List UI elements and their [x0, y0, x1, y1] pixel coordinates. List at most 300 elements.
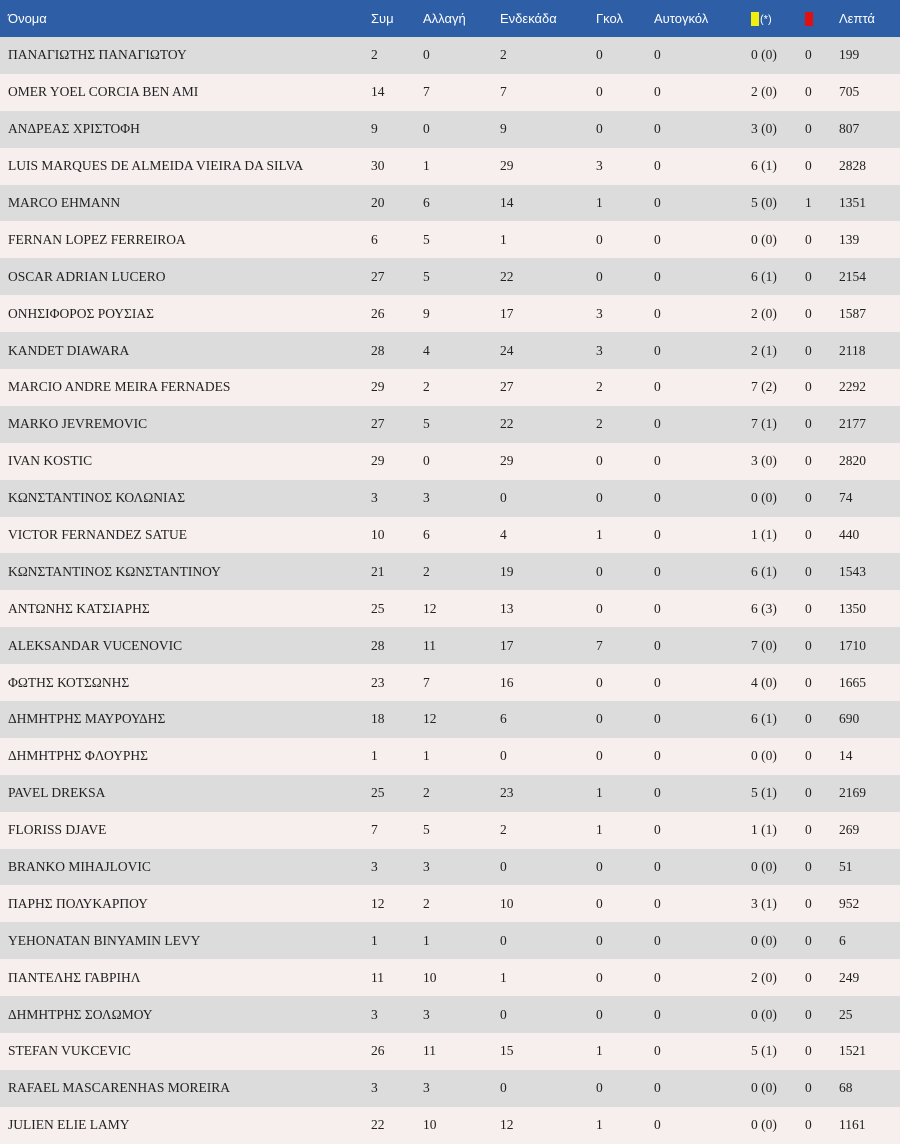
- cell-goals: 7: [596, 637, 603, 653]
- cell-own-goals: 0: [654, 527, 661, 543]
- cell-red-cards: 0: [805, 416, 812, 432]
- col-header-appearances[interactable]: Συμ: [371, 11, 394, 26]
- table-row: [0, 849, 900, 886]
- cell-goals: 3: [596, 158, 603, 174]
- cell-name[interactable]: ΟΝΗΣΙΦΟΡΟΣ ΡΟΥΣΙΑΣ: [8, 305, 155, 321]
- cell-name[interactable]: OSCAR ADRIAN LUCERO: [8, 268, 166, 284]
- cell-name[interactable]: YEHONATAN BINYAMIN LEVY: [8, 932, 201, 948]
- cell-lineup: 0: [500, 1006, 507, 1022]
- cell-appearances: 20: [371, 195, 385, 210]
- cell-red-cards: 1: [805, 195, 812, 210]
- cell-yellow-cards: 0 (0): [751, 490, 777, 506]
- cell-red-cards: 0: [805, 1117, 812, 1133]
- cell-sub: 7: [423, 674, 430, 690]
- cell-minutes: 705: [839, 84, 860, 100]
- cell-appearances: 27: [371, 268, 385, 284]
- cell-own-goals: 0: [654, 1006, 661, 1022]
- table-row: [0, 553, 900, 590]
- cell-own-goals: 0: [654, 1043, 661, 1059]
- cell-name[interactable]: STEFAN VUKCEVIC: [8, 1043, 131, 1059]
- cell-appearances: 18: [371, 711, 385, 727]
- cell-goals: 1: [596, 195, 603, 210]
- cell-appearances: 1: [371, 932, 378, 948]
- cell-name[interactable]: FLORISS DJAVE: [8, 822, 107, 838]
- cell-sub: 2: [423, 563, 430, 579]
- table-row: [0, 369, 900, 406]
- cell-appearances: 6: [371, 231, 378, 247]
- table-row: [0, 812, 900, 849]
- cell-sub: 11: [423, 1043, 436, 1059]
- cell-sub: 5: [423, 231, 430, 247]
- cell-yellow-cards: 0 (0): [751, 932, 777, 948]
- cell-minutes: 139: [839, 231, 860, 247]
- cell-goals: 0: [596, 121, 603, 137]
- cell-appearances: 28: [371, 637, 385, 653]
- table-row: [0, 664, 900, 701]
- cell-yellow-cards: 0 (0): [751, 748, 777, 764]
- cell-goals: 0: [596, 231, 603, 247]
- cell-appearances: 26: [371, 305, 385, 321]
- cell-appearances: 30: [371, 158, 385, 174]
- cell-own-goals: 0: [654, 1117, 661, 1133]
- cell-goals: 0: [596, 268, 603, 284]
- cell-yellow-cards: 3 (0): [751, 453, 777, 469]
- cell-sub: 3: [423, 1006, 430, 1022]
- cell-lineup: 0: [500, 1080, 507, 1096]
- cell-minutes: 2154: [839, 268, 866, 284]
- cell-own-goals: 0: [654, 490, 661, 506]
- cell-name[interactable]: ΑΝΔΡΕΑΣ ΧΡΙΣΤΟΦΗ: [8, 121, 140, 137]
- cell-name[interactable]: IVAN KOSTIC: [8, 453, 93, 469]
- cell-minutes: 1710: [839, 637, 866, 653]
- cell-minutes: 1587: [839, 305, 866, 321]
- cell-lineup: 9: [500, 121, 507, 137]
- cell-minutes: 1161: [839, 1117, 866, 1133]
- cell-minutes: 14: [839, 748, 853, 764]
- cell-red-cards: 0: [805, 674, 812, 690]
- cell-own-goals: 0: [654, 822, 661, 838]
- cell-goals: 0: [596, 711, 603, 727]
- cell-name[interactable]: ΠΑΝΑΓΙΩΤΗΣ ΠΑΝΑΓΙΩΤΟΥ: [8, 47, 187, 63]
- cell-lineup: 12: [500, 1117, 514, 1133]
- table-row: [0, 996, 900, 1033]
- col-header-sub[interactable]: Αλλαγή: [423, 11, 466, 26]
- cell-own-goals: 0: [654, 932, 661, 948]
- cell-minutes: 2292: [839, 379, 866, 395]
- table-row: [0, 1107, 900, 1144]
- cell-lineup: 17: [500, 637, 514, 653]
- cell-sub: 7: [423, 84, 430, 100]
- yellow-card-icon: [751, 12, 759, 26]
- cell-yellow-cards: 0 (0): [751, 859, 777, 875]
- col-header-goals[interactable]: Γκολ: [596, 11, 623, 26]
- cell-appearances: 7: [371, 822, 378, 838]
- cell-minutes: 690: [839, 711, 860, 727]
- cell-own-goals: 0: [654, 195, 661, 210]
- cell-name[interactable]: LUIS MARQUES DE ALMEIDA VIEIRA DA SILVA: [8, 158, 304, 174]
- cell-red-cards: 0: [805, 822, 812, 838]
- cell-red-cards: 0: [805, 379, 812, 395]
- cell-sub: 0: [423, 121, 430, 137]
- table-row: [0, 922, 900, 959]
- cell-red-cards: 0: [805, 711, 812, 727]
- table-row: [0, 406, 900, 443]
- table-header: [0, 0, 900, 37]
- cell-name[interactable]: ALEKSANDAR VUCENOVIC: [8, 637, 183, 653]
- table-row: [0, 480, 900, 517]
- cell-yellow-cards: 3 (0): [751, 121, 777, 137]
- table-row: [0, 148, 900, 185]
- cell-yellow-cards: 1 (1): [751, 822, 777, 838]
- cell-red-cards: 0: [805, 1006, 812, 1022]
- cell-own-goals: 0: [654, 969, 661, 985]
- cell-own-goals: 0: [654, 121, 661, 137]
- cell-own-goals: 0: [654, 748, 661, 764]
- cell-own-goals: 0: [654, 342, 661, 358]
- cell-own-goals: 0: [654, 859, 661, 875]
- col-header-red[interactable]: [805, 0, 839, 37]
- cell-yellow-cards: 4 (0): [751, 674, 777, 690]
- cell-red-cards: 0: [805, 47, 812, 63]
- cell-sub: 2: [423, 895, 430, 911]
- cell-appearances: 29: [371, 379, 385, 395]
- cell-lineup: 24: [500, 342, 514, 358]
- cell-name[interactable]: ΚΩΝΣΤΑΝΤΙΝΟΣ ΚΟΛΩΝΙΑΣ: [8, 490, 186, 506]
- cell-yellow-cards: 0 (0): [751, 1117, 777, 1133]
- cell-own-goals: 0: [654, 1080, 661, 1096]
- cell-own-goals: 0: [654, 416, 661, 432]
- cell-sub: 3: [423, 859, 430, 875]
- cell-name[interactable]: JULIEN ELIE LAMY: [8, 1117, 130, 1133]
- cell-red-cards: 0: [805, 600, 812, 616]
- table-row: [0, 738, 900, 775]
- cell-yellow-cards: 6 (3): [751, 600, 777, 616]
- cell-sub: 3: [423, 490, 430, 506]
- table-row: [0, 1033, 900, 1070]
- cell-lineup: 10: [500, 895, 514, 911]
- cell-goals: 0: [596, 563, 603, 579]
- cell-red-cards: 0: [805, 932, 812, 948]
- cell-minutes: 1543: [839, 563, 866, 579]
- table-row: [0, 332, 900, 369]
- table-row: [0, 443, 900, 480]
- cell-yellow-cards: 2 (0): [751, 84, 777, 100]
- cell-lineup: 19: [500, 563, 514, 579]
- cell-name[interactable]: OMER YOEL CORCIA BEN AMI: [8, 84, 199, 100]
- cell-lineup: 0: [500, 748, 507, 764]
- cell-yellow-cards: 0 (0): [751, 231, 777, 247]
- cell-sub: 0: [423, 47, 430, 63]
- cell-yellow-cards: 6 (1): [751, 268, 777, 284]
- cell-goals: 0: [596, 748, 603, 764]
- cell-own-goals: 0: [654, 231, 661, 247]
- table-row: [0, 701, 900, 738]
- cell-yellow-cards: 5 (1): [751, 1043, 777, 1059]
- cell-yellow-cards: 5 (0): [751, 195, 777, 210]
- cell-red-cards: 0: [805, 527, 812, 543]
- cell-name[interactable]: ΠΑΡΗΣ ΠΟΛΥΚΑΡΠΟΥ: [8, 895, 148, 911]
- table-row: [0, 627, 900, 664]
- cell-sub: 1: [423, 932, 430, 948]
- cell-yellow-cards: 5 (1): [751, 785, 777, 801]
- cell-name[interactable]: ΔΗΜΗΤΡΗΣ ΦΛΟΥΡΗΣ: [8, 748, 148, 764]
- cell-appearances: 3: [371, 1080, 378, 1096]
- cell-sub: 1: [423, 748, 430, 764]
- cell-yellow-cards: 7 (0): [751, 637, 777, 653]
- cell-minutes: 1521: [839, 1043, 866, 1059]
- cell-name[interactable]: ΔΗΜΗΤΡΗΣ ΣΟΛΩΜΟΥ: [8, 1006, 153, 1022]
- cell-own-goals: 0: [654, 711, 661, 727]
- cell-lineup: 13: [500, 600, 514, 616]
- cell-appearances: 26: [371, 1043, 385, 1059]
- col-header-lineup[interactable]: Ενδεκάδα: [500, 11, 557, 26]
- cell-own-goals: 0: [654, 637, 661, 653]
- cell-appearances: 29: [371, 453, 385, 469]
- cell-goals: 1: [596, 1043, 603, 1059]
- cell-yellow-cards: 2 (0): [751, 969, 777, 985]
- cell-appearances: 9: [371, 121, 378, 137]
- cell-sub: 5: [423, 268, 430, 284]
- cell-name[interactable]: BRANKO MIHAJLOVIC: [8, 859, 151, 875]
- cell-appearances: 23: [371, 674, 385, 690]
- cell-minutes: 1351: [839, 195, 866, 210]
- table-row: [0, 775, 900, 812]
- cell-name[interactable]: ΦΩΤΗΣ ΚΟΤΣΩΝΗΣ: [8, 674, 130, 690]
- table-row: [0, 74, 900, 111]
- cell-minutes: 1665: [839, 674, 866, 690]
- cell-sub: 9: [423, 305, 430, 321]
- col-header-yellow[interactable]: [751, 0, 805, 37]
- cell-sub: 12: [423, 600, 437, 616]
- cell-goals: 0: [596, 1080, 603, 1096]
- cell-name[interactable]: ΠΑΝΤΕΛΗΣ ΓΑΒΡΙΗΛ: [8, 969, 141, 985]
- cell-minutes: 249: [839, 969, 860, 985]
- cell-goals: 0: [596, 674, 603, 690]
- table-row: [0, 885, 900, 922]
- cell-appearances: 3: [371, 859, 378, 875]
- cell-name[interactable]: ΑΝΤΩΝΗΣ ΚΑΤΣΙΑΡΗΣ: [8, 600, 150, 616]
- cell-appearances: 27: [371, 416, 385, 432]
- cell-sub: 4: [423, 342, 430, 358]
- cell-red-cards: 0: [805, 84, 812, 100]
- cell-own-goals: 0: [654, 305, 661, 321]
- cell-yellow-cards: 2 (0): [751, 305, 777, 321]
- cell-lineup: 27: [500, 379, 514, 395]
- cell-lineup: 14: [500, 195, 514, 210]
- cell-name[interactable]: PAVEL DREKSA: [8, 785, 106, 801]
- table-row: [0, 185, 900, 222]
- cell-red-cards: 0: [805, 1043, 812, 1059]
- cell-yellow-cards: 0 (0): [751, 1080, 777, 1096]
- cell-name[interactable]: FERNAN LOPEZ FERREIROA: [8, 231, 186, 247]
- cell-own-goals: 0: [654, 600, 661, 616]
- table-row: [0, 590, 900, 627]
- cell-sub: 5: [423, 822, 430, 838]
- cell-own-goals: 0: [654, 158, 661, 174]
- cell-goals: 2: [596, 416, 603, 432]
- table-body: [0, 37, 900, 1144]
- table-row: [0, 221, 900, 258]
- cell-lineup: 4: [500, 527, 507, 543]
- cell-goals: 0: [596, 895, 603, 911]
- cell-red-cards: 0: [805, 895, 812, 911]
- cell-minutes: 25: [839, 1006, 853, 1022]
- cell-sub: 6: [423, 527, 430, 543]
- cell-goals: 0: [596, 969, 603, 985]
- cell-minutes: 2169: [839, 785, 866, 801]
- cell-own-goals: 0: [654, 268, 661, 284]
- table-row: [0, 111, 900, 148]
- cell-appearances: 3: [371, 1006, 378, 1022]
- cell-goals: 0: [596, 859, 603, 875]
- cell-own-goals: 0: [654, 47, 661, 63]
- cell-goals: 2: [596, 379, 603, 395]
- cell-sub: 12: [423, 711, 437, 727]
- cell-yellow-cards: 6 (1): [751, 563, 777, 579]
- cell-minutes: 199: [839, 47, 860, 63]
- cell-yellow-cards: 0 (0): [751, 47, 777, 63]
- cell-sub: 6: [423, 195, 430, 210]
- cell-yellow-cards: 1 (1): [751, 527, 777, 543]
- cell-red-cards: 0: [805, 121, 812, 137]
- cell-lineup: 23: [500, 785, 514, 801]
- cell-red-cards: 0: [805, 490, 812, 506]
- cell-appearances: 28: [371, 342, 385, 358]
- cell-yellow-cards: 6 (1): [751, 158, 777, 174]
- cell-own-goals: 0: [654, 674, 661, 690]
- col-header-own-goals[interactable]: Αυτογκόλ: [654, 11, 709, 26]
- cell-red-cards: 0: [805, 453, 812, 469]
- cell-appearances: 25: [371, 600, 385, 616]
- cell-lineup: 2: [500, 822, 507, 838]
- table-row: [0, 258, 900, 295]
- cell-name[interactable]: MARCIO ANDRE MEIRA FERNADES: [8, 379, 231, 395]
- cell-goals: 0: [596, 453, 603, 469]
- cell-minutes: 68: [839, 1080, 853, 1096]
- cell-name[interactable]: ΔΗΜΗΤΡΗΣ ΜΑΥΡΟΥΔΗΣ: [8, 711, 166, 727]
- cell-goals: 0: [596, 47, 603, 63]
- cell-lineup: 0: [500, 859, 507, 875]
- cell-lineup: 2: [500, 47, 507, 63]
- cell-sub: 2: [423, 379, 430, 395]
- cell-appearances: 22: [371, 1117, 385, 1133]
- cell-own-goals: 0: [654, 453, 661, 469]
- cell-lineup: 29: [500, 158, 514, 174]
- cell-name[interactable]: MARCO EHMANN: [8, 195, 121, 210]
- cell-appearances: 10: [371, 527, 385, 543]
- col-header-name[interactable]: Όνομα: [8, 11, 47, 26]
- cell-goals: 1: [596, 785, 603, 801]
- cell-goals: 0: [596, 600, 603, 616]
- cell-own-goals: 0: [654, 895, 661, 911]
- cell-sub: 1: [423, 158, 430, 174]
- cell-red-cards: 0: [805, 1080, 812, 1096]
- table-row: [0, 37, 900, 74]
- table-row: [0, 295, 900, 332]
- cell-name[interactable]: KANDET DIAWARA: [8, 342, 130, 358]
- cell-appearances: 11: [371, 969, 384, 985]
- cell-lineup: 29: [500, 453, 514, 469]
- cell-red-cards: 0: [805, 231, 812, 247]
- cell-lineup: 7: [500, 84, 507, 100]
- cell-name[interactable]: ΚΩΝΣΤΑΝΤΙΝΟΣ ΚΩΝΣΤΑΝΤΙΝΟΥ: [8, 563, 221, 579]
- cell-red-cards: 0: [805, 158, 812, 174]
- cell-appearances: 2: [371, 47, 378, 63]
- cell-minutes: 2820: [839, 453, 866, 469]
- col-header-minutes[interactable]: Λεπτά: [839, 11, 875, 26]
- cell-appearances: 21: [371, 563, 385, 579]
- cell-lineup: 15: [500, 1043, 514, 1059]
- cell-minutes: 6: [839, 932, 846, 948]
- cell-minutes: 2828: [839, 158, 866, 174]
- cell-goals: 1: [596, 1117, 603, 1133]
- cell-sub: 11: [423, 637, 436, 653]
- cell-sub: 0: [423, 453, 430, 469]
- cell-red-cards: 0: [805, 342, 812, 358]
- cell-lineup: 6: [500, 711, 507, 727]
- cell-name[interactable]: RAFAEL MASCARENHAS MOREIRA: [8, 1080, 231, 1096]
- cell-red-cards: 0: [805, 305, 812, 321]
- cell-goals: 1: [596, 527, 603, 543]
- cell-minutes: 51: [839, 859, 853, 875]
- cell-own-goals: 0: [654, 379, 661, 395]
- cell-red-cards: 0: [805, 859, 812, 875]
- cell-red-cards: 0: [805, 748, 812, 764]
- cell-yellow-cards: 3 (1): [751, 895, 777, 911]
- cell-goals: 3: [596, 342, 603, 358]
- cell-sub: 3: [423, 1080, 430, 1096]
- cell-yellow-cards: 7 (2): [751, 379, 777, 395]
- cell-lineup: 0: [500, 490, 507, 506]
- cell-goals: 3: [596, 305, 603, 321]
- cell-own-goals: 0: [654, 563, 661, 579]
- cell-name[interactable]: MARKO JEVREMOVIC: [8, 416, 148, 432]
- cell-appearances: 25: [371, 785, 385, 801]
- cell-minutes: 440: [839, 527, 860, 543]
- cell-goals: 0: [596, 1006, 603, 1022]
- cell-appearances: 1: [371, 748, 378, 764]
- cell-minutes: 2177: [839, 416, 866, 432]
- cell-appearances: 14: [371, 84, 385, 100]
- cell-appearances: 3: [371, 490, 378, 506]
- cell-lineup: 0: [500, 932, 507, 948]
- cell-lineup: 17: [500, 305, 514, 321]
- cell-goals: 0: [596, 932, 603, 948]
- cell-lineup: 1: [500, 969, 507, 985]
- cell-sub: 10: [423, 969, 437, 985]
- table-row: [0, 959, 900, 996]
- cell-lineup: 22: [500, 416, 514, 432]
- cell-minutes: 269: [839, 822, 860, 838]
- cell-own-goals: 0: [654, 84, 661, 100]
- cell-red-cards: 0: [805, 563, 812, 579]
- cell-sub: 10: [423, 1117, 437, 1133]
- cell-goals: 0: [596, 84, 603, 100]
- cell-goals: 1: [596, 822, 603, 838]
- cell-yellow-cards: 7 (1): [751, 416, 777, 432]
- cell-goals: 0: [596, 490, 603, 506]
- cell-lineup: 1: [500, 231, 507, 247]
- cell-minutes: 1350: [839, 600, 866, 616]
- cell-sub: 2: [423, 785, 430, 801]
- cell-red-cards: 0: [805, 785, 812, 801]
- cell-minutes: 2118: [839, 342, 866, 358]
- cell-yellow-cards: 6 (1): [751, 711, 777, 727]
- cell-name[interactable]: VICTOR FERNANDEZ SATUE: [8, 527, 188, 543]
- cell-lineup: 22: [500, 268, 514, 284]
- cell-own-goals: 0: [654, 785, 661, 801]
- cell-lineup: 16: [500, 674, 514, 690]
